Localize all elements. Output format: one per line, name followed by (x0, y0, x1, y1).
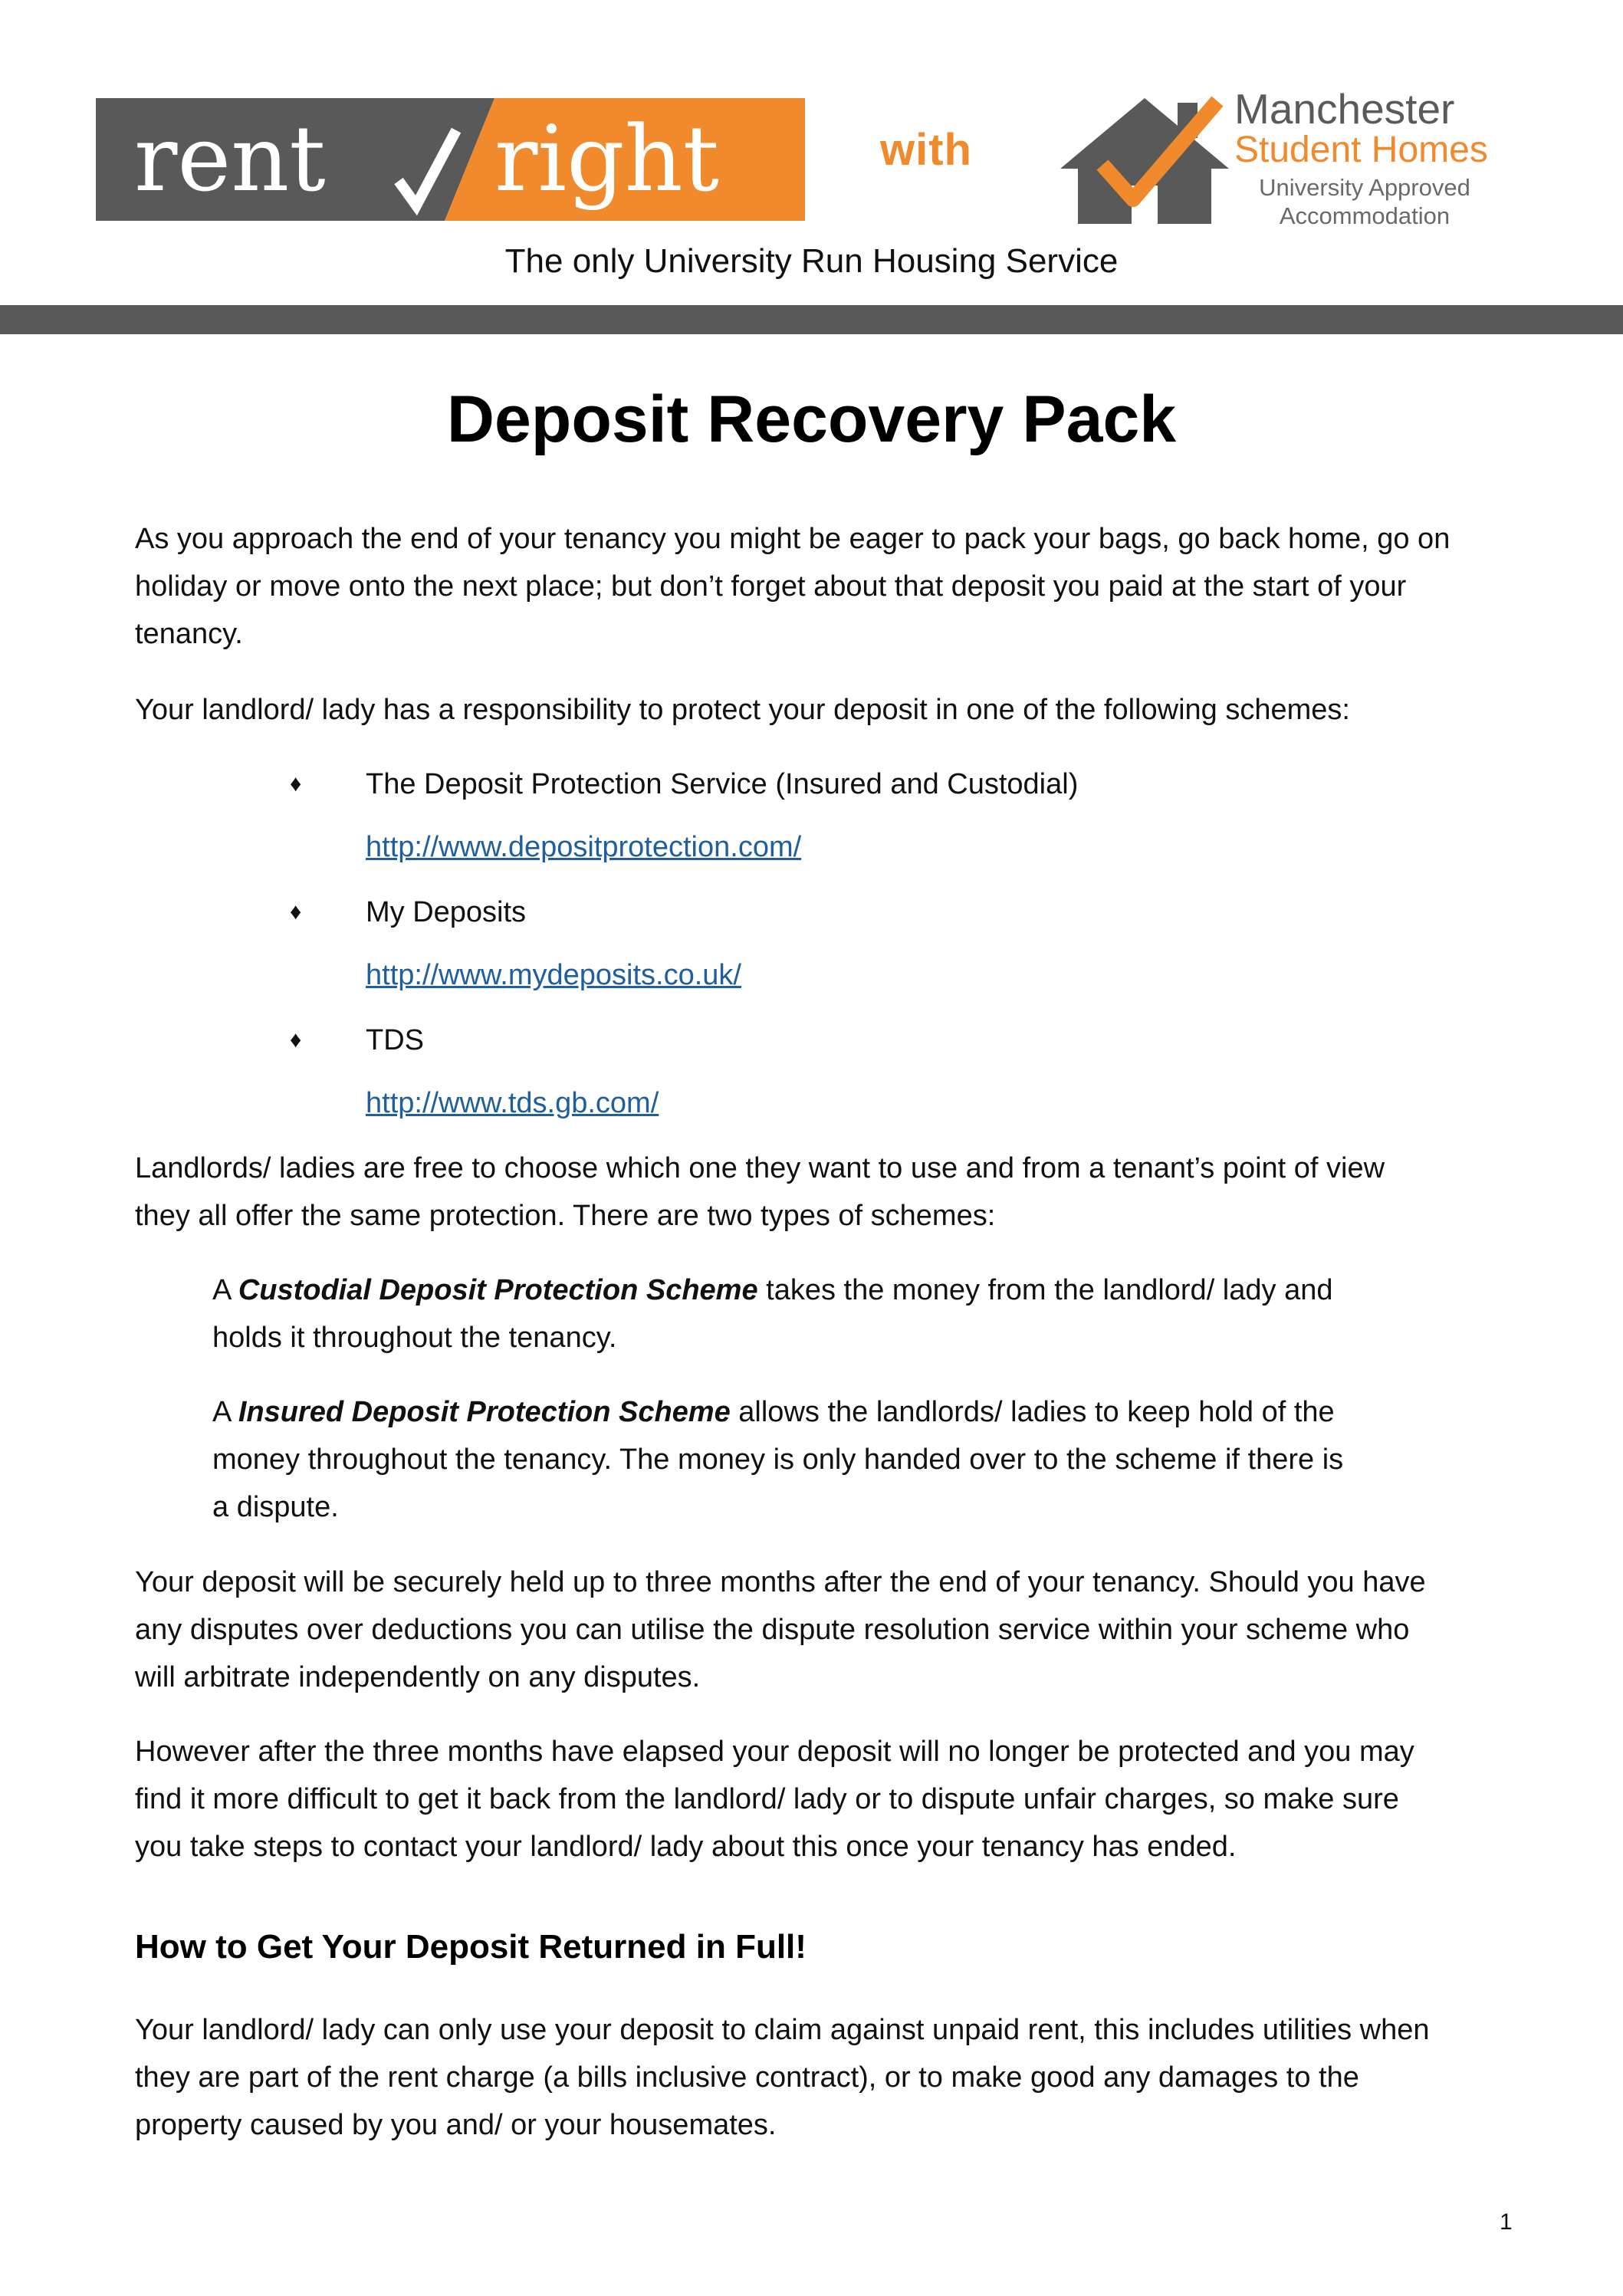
custodial-rest-1: takes the money from the landlord/ lady and (757, 1274, 1333, 1306)
scheme-link[interactable]: http://www.depositprotection.com/ (366, 831, 802, 863)
held-paragraph (135, 1559, 1507, 1701)
scheme-link[interactable]: http://www.mydeposits.co.uk/ (366, 959, 741, 991)
held-line-2: any disputes over deductions you can utilise the dispute resolution service within your scheme who (135, 1614, 1410, 1646)
with-label: with (880, 125, 972, 175)
page-title: Deposit Recovery Pack (446, 383, 1177, 456)
intro-line-3: tenancy. (135, 618, 243, 650)
msh-line1: Manchester (1234, 85, 1455, 133)
returned-line-2: they are part of the rent charge (a bills inclusive contract), or to make good any damages to the (135, 2061, 1359, 2094)
header-divider (0, 305, 1623, 334)
page-number: 1 (1500, 2209, 1513, 2235)
after-line-1: However after the three months have elapsed your deposit will no longer be protected and you may (135, 1736, 1414, 1768)
types-paragraph (135, 1145, 1507, 1240)
custodial-a: A (212, 1274, 238, 1306)
msh-line3: University Approved (1259, 174, 1470, 201)
rent-right-logo (96, 98, 805, 221)
diamond-bullet-icon: ♦ (290, 899, 302, 925)
scheme-link[interactable]: http://www.tds.gb.com/ (366, 1087, 659, 1119)
intro-line-1: As you approach the end of your tenancy you might be eager to pack your bags, go back home, go on (135, 523, 1451, 555)
logo-rent-text: rent (134, 106, 326, 212)
custodial-term: Custodial Deposit Protection Scheme (238, 1274, 758, 1306)
section-heading: How to Get Your Deposit Returned in Full! (135, 1928, 807, 1966)
msh-line2: Student Homes (1234, 130, 1488, 170)
intro-line-2: holiday or move onto the next place; but don’t forget about that deposit you paid at the start of your (135, 570, 1407, 603)
tagline: The only University Run Housing Service (504, 242, 1119, 280)
schemes-intro: Your landlord/ lady has a responsibility to protect your deposit in one of the following schemes: (135, 694, 1350, 726)
house-check-icon (1056, 92, 1233, 224)
insured-rest-1: allows the landlords/ ladies to keep hold of the (730, 1396, 1335, 1428)
intro-paragraph (135, 515, 1507, 658)
after-line-3: you take steps to contact your landlord/ lady about this once your tenancy has ended. (135, 1831, 1237, 1863)
types-line-2: they all offer the same protection. There are two types of schemes: (135, 1200, 996, 1232)
held-line-1: Your deposit will be securely held up to three months after the end of your tenancy. Should you have (135, 1566, 1426, 1598)
insured-a: A (212, 1396, 238, 1428)
custodial-paragraph (212, 1266, 1408, 1362)
insured-paragraph (212, 1388, 1408, 1531)
msh-line4: Accommodation (1279, 202, 1451, 229)
insured-rest-3: a dispute. (212, 1491, 339, 1523)
returned-line-1: Your landlord/ lady can only use your deposit to claim against unpaid rent, this includes utilities when (135, 2014, 1430, 2046)
logo-right-text: right (494, 106, 720, 212)
diamond-bullet-icon: ♦ (290, 1027, 302, 1053)
custodial-rest-2: holds it throughout the tenancy. (212, 1322, 617, 1354)
scheme-name: The Deposit Protection Service (Insured and Custodial) (366, 768, 1079, 800)
returned-paragraph (135, 2006, 1507, 2149)
held-line-3: will arbitrate independently on any disputes. (135, 1661, 701, 1693)
insured-term: Insured Deposit Protection Scheme (238, 1396, 731, 1428)
after-line-2: find it more difficult to get it back from the landlord/ lady or to dispute unfair charges, so make sure (135, 1783, 1399, 1815)
scheme-name: TDS (366, 1024, 424, 1056)
insured-rest-2: money throughout the tenancy. The money is only handed over to the scheme if there is (212, 1444, 1344, 1476)
msh-wordmark (1234, 86, 1495, 230)
diamond-bullet-icon: ♦ (290, 771, 302, 797)
returned-line-3: property caused by you and/ or your housemates. (135, 2109, 777, 2141)
types-line-1: Landlords/ ladies are free to choose which one they want to use and from a tenant’s point of view (135, 1152, 1385, 1184)
scheme-name: My Deposits (366, 896, 527, 928)
after-paragraph (135, 1728, 1507, 1871)
